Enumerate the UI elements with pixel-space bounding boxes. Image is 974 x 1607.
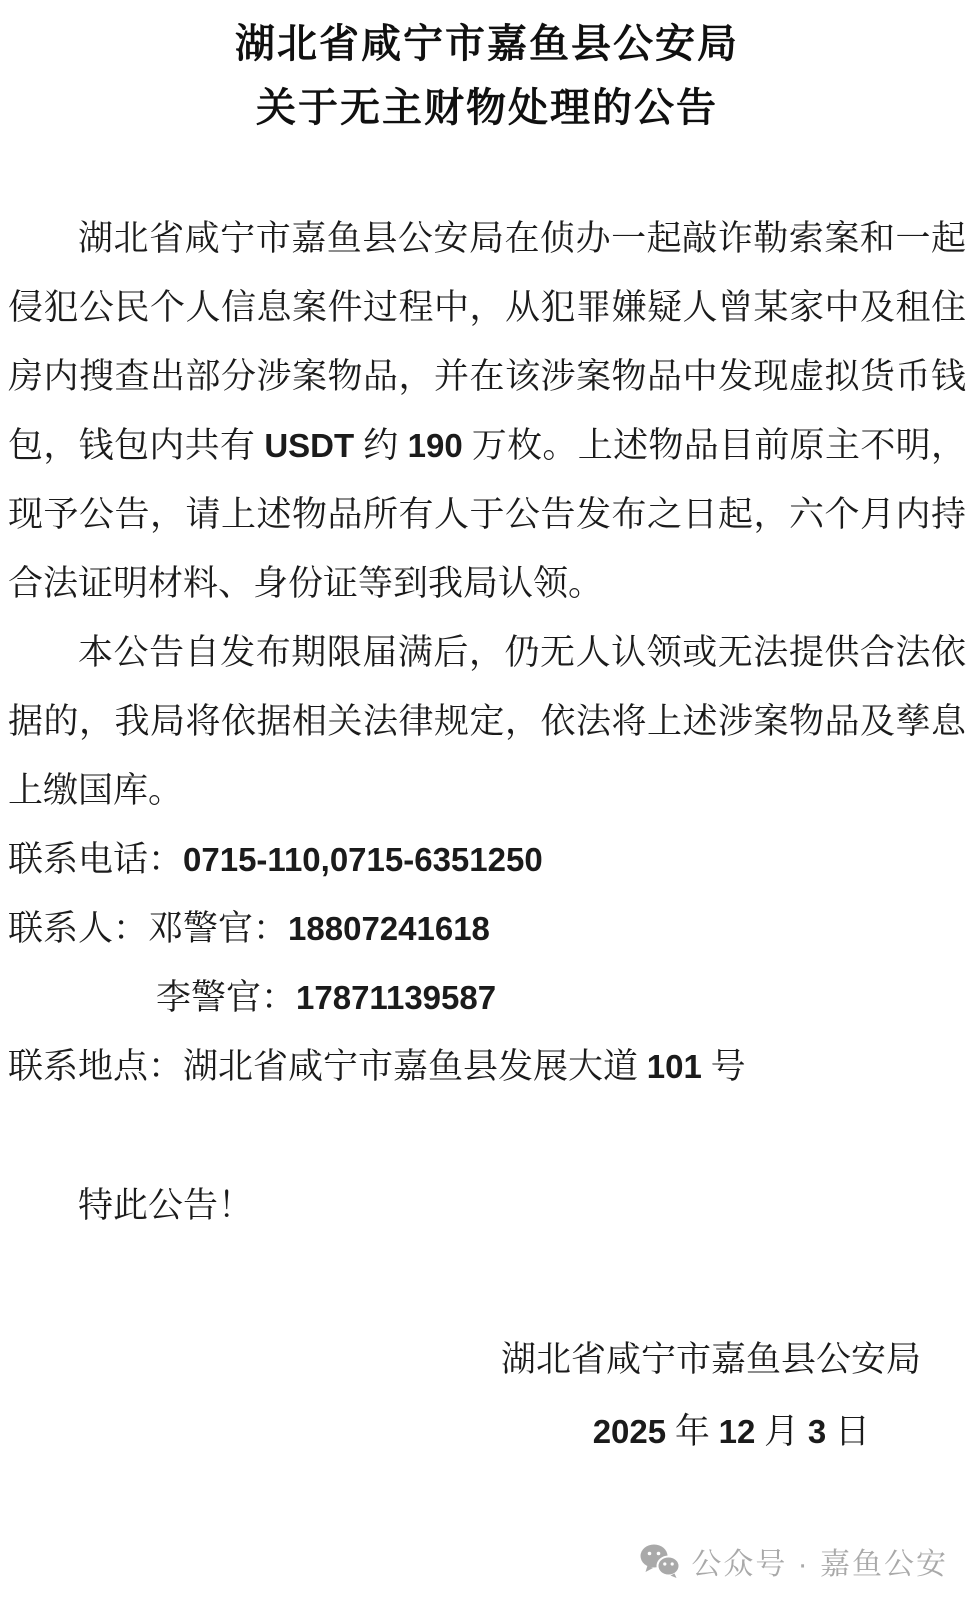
paragraph-1-text: 湖北省咸宁市嘉鱼县公安局在侦办一起敲诈勒索案和一起侵犯公民个人信息案件过程中，从犯罪嫌疑人曾某家中及租住房内搜查出部分涉案物品，并在该涉案物品中发现虚拟货币钱包，钱包内共有 [8,219,966,465]
paragraph-1-text: 万枚。上述物品目前原主不明，现予公告，请上述物品所有人于公告发布之日起，六个月内持合法证明材料、身份证等到我局认领。 [8,426,966,603]
date-day-label: 日 [826,1412,870,1451]
date-month: 12 [718,1413,756,1450]
officer2-name: 李警官： [156,978,297,1017]
date-month-label: 月 [755,1412,808,1451]
contact-person2-line [8,963,966,1032]
officer1-phone: 18807241618 [288,910,490,947]
wechat-icon [639,1543,681,1579]
paragraph-2: 本公告自发布期限届满后，仍无人认领或无法提供合法依据的，我局将依据相关法律规定，依法将上述涉案物品及孳息上缴国库。 [8,633,966,810]
paragraph-1 [8,204,966,618]
closing-line: 特此公告！ [78,1186,254,1225]
contact-phone-value: 0715-110,0715-6351250 [183,841,543,878]
date-day: 3 [807,1413,827,1450]
contact-address-number: 101 [646,1048,702,1085]
contact-phone-line [8,825,966,894]
document-title [8,12,966,140]
contact-person-line [8,894,966,963]
officer1-name: 邓警官： [148,909,289,948]
contact-address-text: 湖北省咸宁市嘉鱼县发展大道 [183,1047,647,1086]
date-year-label: 年 [666,1412,719,1451]
footer-watermark [8,1539,966,1583]
date-year: 2025 [592,1413,667,1450]
contact-phone-label: 联系电话： [8,840,184,879]
contact-person-label: 联系人： [8,909,149,948]
contact-address-label: 联系地点： [8,1047,184,1086]
watermark-text: 公众号 · 嘉鱼公安 [691,1548,948,1581]
title-line-2: 关于无主财物处理的公告 [256,85,718,130]
usdt-amount: 190 [407,427,463,464]
officer2-phone: 17871139587 [296,979,497,1016]
usdt-label: USDT [264,427,355,464]
paragraph-1-text: 约 [354,426,408,465]
signature-line: 湖北省咸宁市嘉鱼县公安局 [500,1340,921,1379]
contact-address-suffix: 号 [701,1047,746,1086]
date-line [8,1394,966,1469]
contact-address-line [8,1032,966,1101]
title-line-1: 湖北省咸宁市嘉鱼县公安局 [235,21,739,66]
document-body [8,204,966,1469]
